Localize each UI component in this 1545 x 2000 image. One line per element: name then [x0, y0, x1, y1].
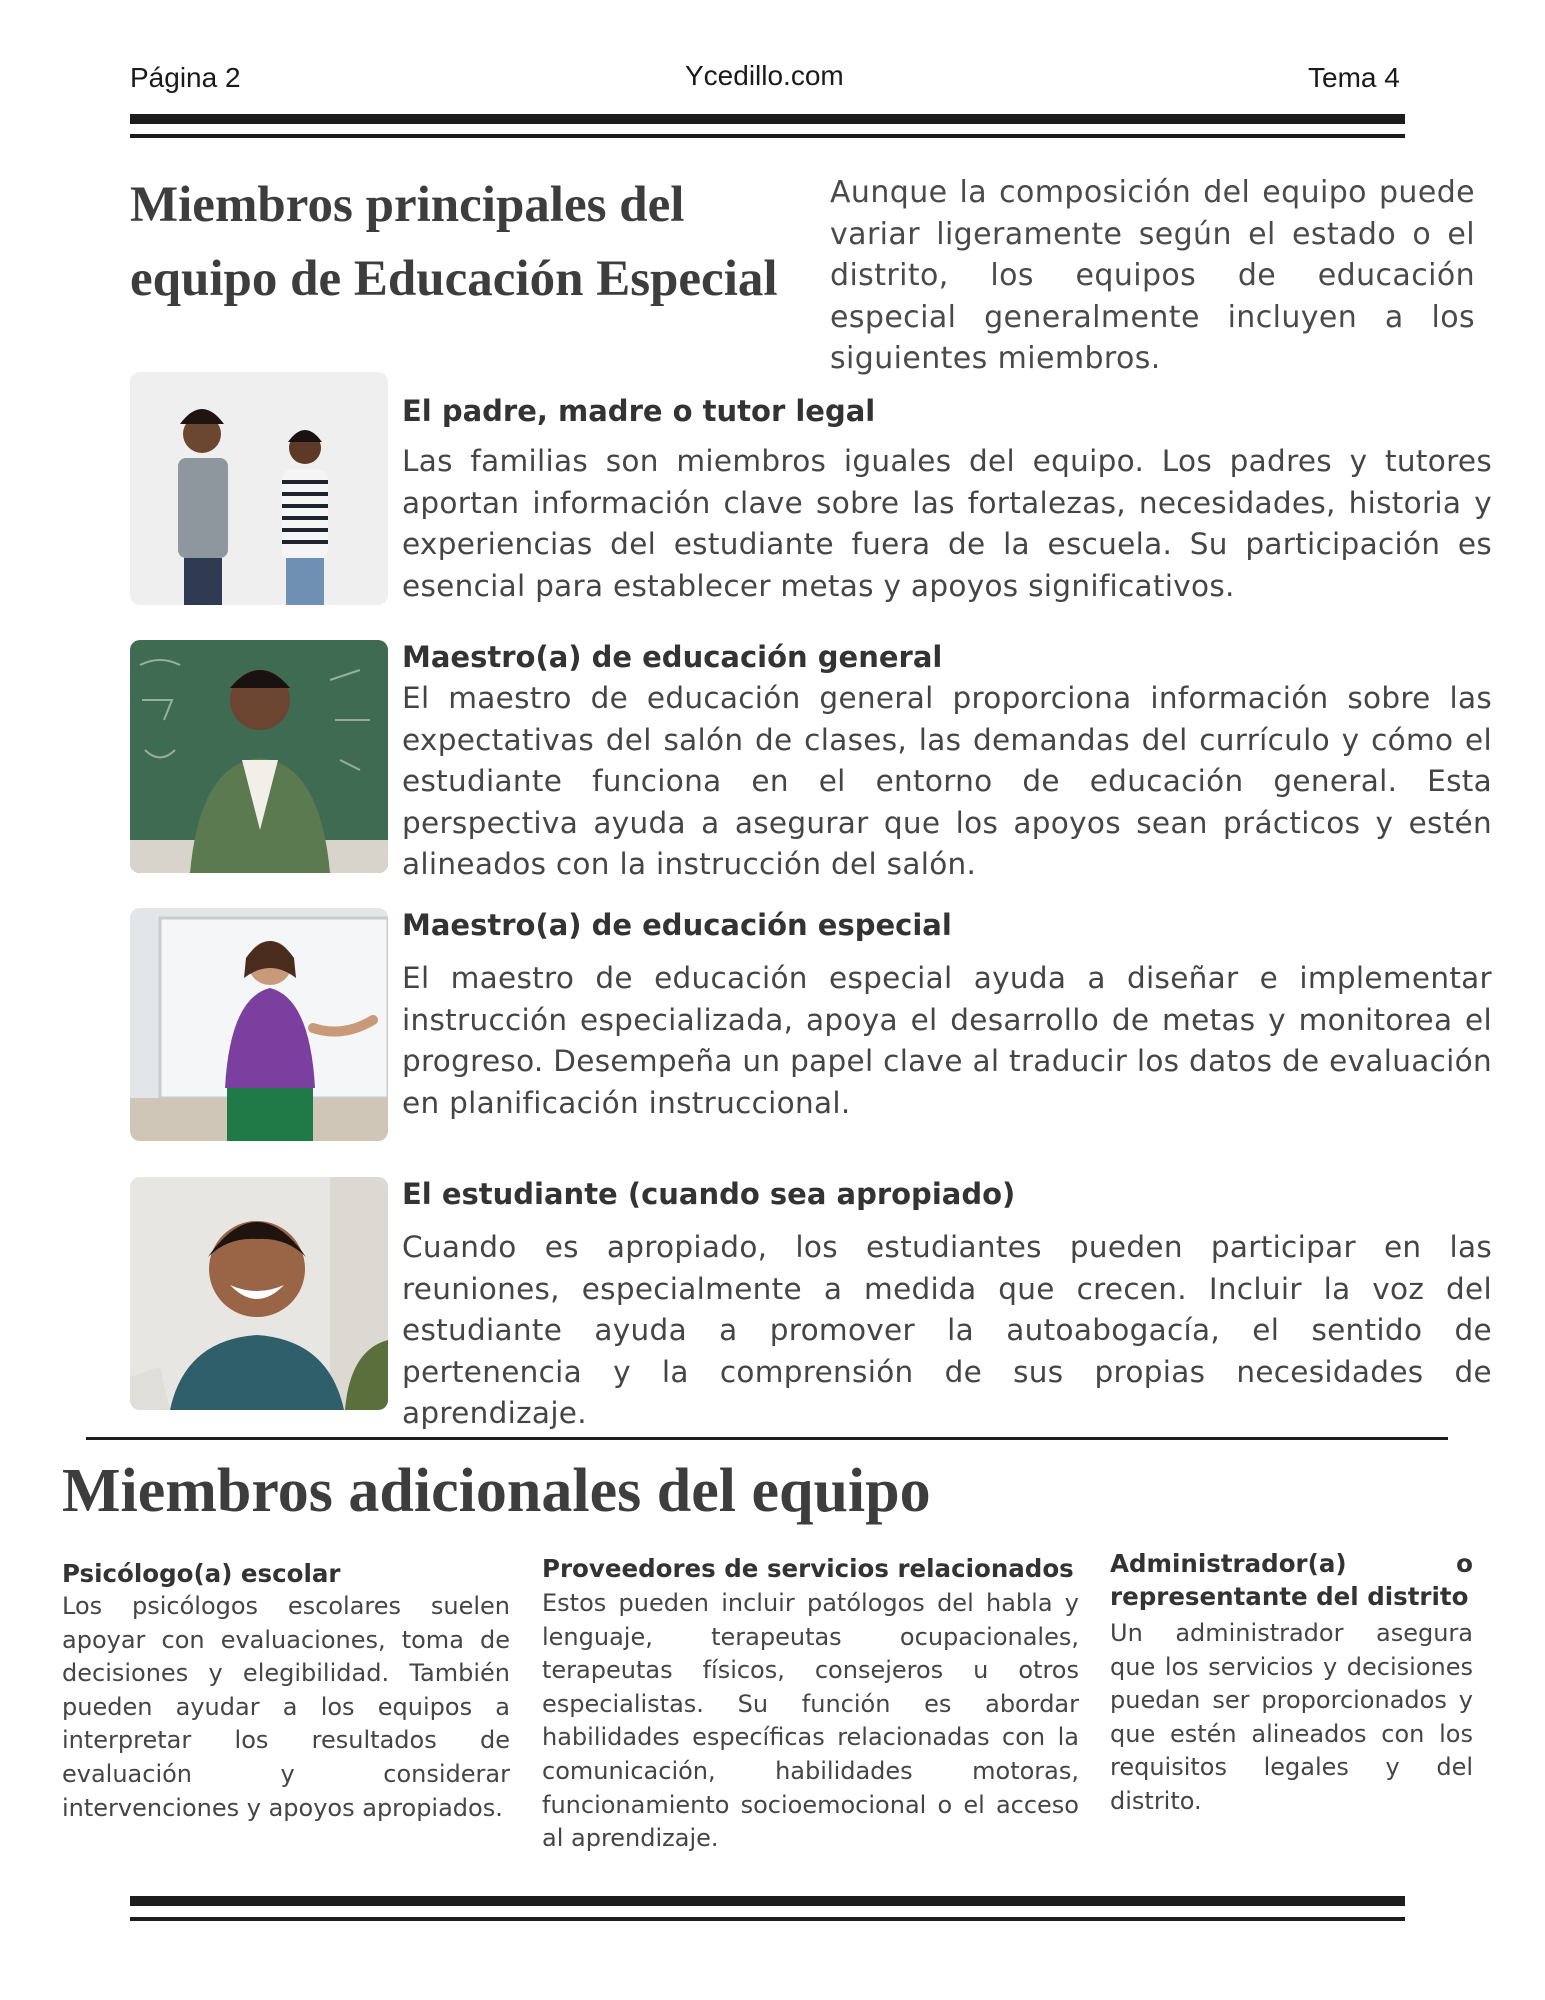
student-photo-image	[130, 1177, 388, 1410]
site-name: Ycedillo.com	[685, 60, 844, 91]
column-body-administrator: Un administrador asegura que los servicios y decisiones puedan ser proporcionados y que estén alineados con los requisitos legales y del distrito.	[1110, 1619, 1473, 1815]
member-body-parent: Las familias son miembros iguales del equipo. Los padres y tutores aportan información clave sobre las fortalezas, necesidades, historia y experiencias del estudiante fuera de la escuela. Su participación es esencial para establecer metas y apoyos significativos.	[402, 444, 1492, 603]
general-teacher-photo-image	[130, 640, 388, 873]
member-title-student: El estudiante (cuando sea apropiado)	[402, 1177, 1016, 1211]
footer-rule-thin	[130, 1917, 1405, 1921]
member-title-special-teacher: Maestro(a) de educación especial	[402, 908, 952, 942]
column-title-related-services: Proveedores de servicios relacionados	[542, 1554, 1074, 1583]
section-title	[130, 168, 778, 316]
member-body-special-teacher: El maestro de educación especial ayuda a diseñar e implementar instrucción especializada, apoya el desarrollo de metas y monitorea el progreso. Desempeña un papel clave al traducir los datos de evaluación en planificación instruccional.	[402, 961, 1492, 1120]
topic-label: Tema 4	[1308, 62, 1400, 93]
column-body-psychologist: Los psicólogos escolares suelen apoyar con evaluaciones, toma de decisiones y elegibilidad. También pueden ayudar a los equipos a interpretar los resultados de evaluación y considerar intervenciones y apoyos apropiados.	[62, 1592, 510, 1822]
header-rule-thick	[130, 114, 1405, 124]
section-divider	[86, 1437, 1448, 1440]
member-title-general-teacher: Maestro(a) de educación general	[402, 640, 943, 674]
student-photo	[130, 1177, 388, 1410]
member-body-general-teacher: El maestro de educación general proporciona información sobre las expectativas del salón de clases, las demandas del currículo y cómo el estudiante funciona en el entorno de educación general. Esta perspectiva ayuda a asegurar que los apoyos sean prácticos y estén alineados con la instrucción del salón.	[402, 681, 1492, 881]
header-rule-thin	[130, 134, 1405, 138]
section-title-line2: equipo de Educación Especial	[130, 251, 778, 307]
additional-section-title: Miembros adicionales del equipo	[62, 1457, 931, 1525]
parents-photo-image	[130, 372, 388, 605]
column-body-related-services: Estos pueden incluir patólogos del habla y lenguaje, terapeutas ocupacionales, terapeutas físicos, consejeros u otros especialistas. Su función es abordar habilidades específicas relacionadas con la comunicación, habilidades motoras, funcionamiento socioemocional o el acceso al aprendizaje.	[542, 1589, 1079, 1853]
special-teacher-photo-image	[130, 908, 388, 1141]
section-title-line1: Miembros principales del	[130, 177, 685, 233]
footer-rule-thick	[130, 1896, 1405, 1906]
intro-paragraph: Aunque la composición del equipo puede variar ligeramente según el estado o el distrito, los equipos de educación especial generalmente incluyen a los siguientes miembros.	[830, 175, 1475, 376]
column-title-administrator: Administrador(a) o representante del distrito	[1110, 1549, 1473, 1611]
special-teacher-photo	[130, 908, 388, 1141]
general-teacher-photo	[130, 640, 388, 873]
column-title-psychologist: Psicólogo(a) escolar	[62, 1559, 341, 1588]
member-title-parent: El padre, madre o tutor legal	[402, 394, 876, 428]
parents-photo	[130, 372, 388, 605]
page-number: Página 2	[130, 62, 241, 93]
member-body-student: Cuando es apropiado, los estudiantes pueden participar en las reuniones, especialmente a medida que crecen. Incluir la voz del estudiante ayuda a promover la autoabogacía, el sentido de pertenencia y la comprensión de sus propias necesidades de aprendizaje.	[402, 1230, 1492, 1430]
